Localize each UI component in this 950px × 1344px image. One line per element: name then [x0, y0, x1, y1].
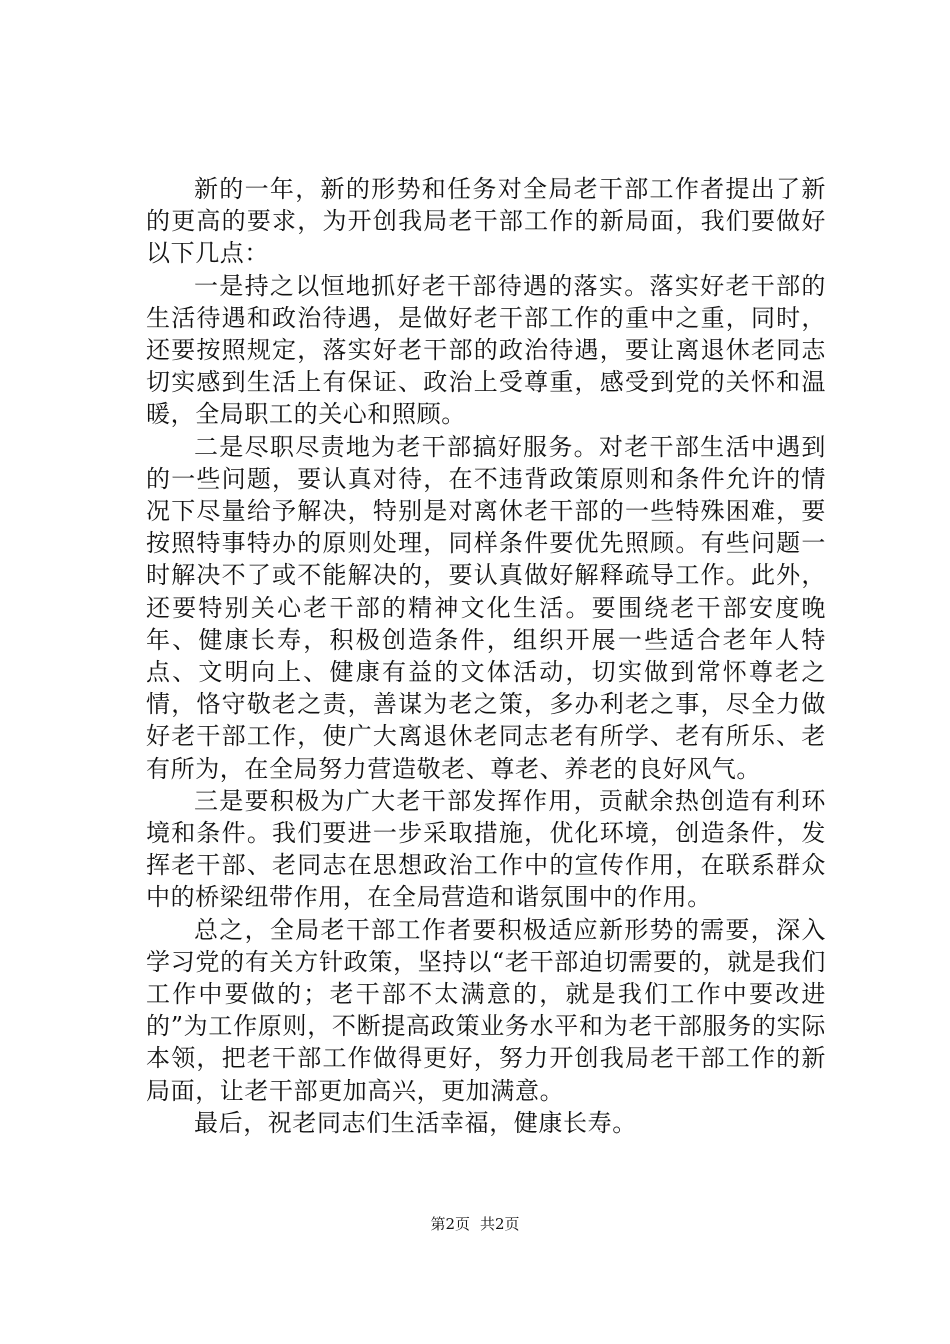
document-body [146, 173, 826, 1139]
paragraph-point-one: 一是持之以恒地抓好老干部待遇的落实。落实好老干部的生活待遇和政治待遇，是做好老干部工作的重中之重，同时，还要按照规定，落实好老干部的政治待遇，要让离退休老同志切实感到生活上有保证、政治上受尊重，感受到党的关怀和温暖，全局职工的关心和照顾。 [146, 271, 826, 429]
page-number-current: 第2页 [430, 1215, 470, 1233]
paragraph-point-three: 三是要积极为广大老干部发挥作用，贡献余热创造有利环境和条件。我们要进一步采取措施，优化环境，创造条件，发挥老干部、老同志在思想政治工作中的宣传作用，在联系群众中的桥梁纽带作用，在全局营造和谐氛围中的作用。 [146, 786, 826, 912]
paragraph-summary: 总之，全局老干部工作者要积极适应新形势的需要，深入学习党的有关方针政策，坚持以“老干部迫切需要的，就是我们工作中要做的；老干部不太满意的，就是我们工作中要改进的”为工作原则，不断提高政策业务水平和为老干部服务的实际本领，把老干部工作做得更好，努力开创我局老干部工作的新局面，让老干部更加高兴，更加满意。 [146, 915, 826, 1105]
paragraph-point-two: 二是尽职尽责地为老干部搞好服务。对老干部生活中遇到的一些问题，要认真对待，在不违背政策原则和条件允许的情况下尽量给予解决，特别是对离休老干部的一些特殊困难，要按照特事特办的原则处理，同样条件要优先照顾。有些问题一时解决不了或不能解决的，要认真做好解释疏导工作。此外，还要特别关心老干部的精神文化生活。要围绕老干部安度晚年、健康长寿，积极创造条件，组织开展一些适合老年人特点、文明向上、健康有益的文体活动，切实做到常怀尊老之情，恪守敬老之责，善谋为老之策，多办利老之事，尽全力做好老干部工作，使广大离退休老同志老有所学、老有所乐、老有所为，在全局努力营造敬老、尊老、养老的良好风气。 [146, 432, 826, 783]
paragraph-closing: 最后，祝老同志们生活幸福，健康长寿。 [194, 1108, 637, 1137]
page-number-total: 共2页 [480, 1215, 520, 1233]
paragraph-intro: 新的一年，新的形势和任务对全局老干部工作者提出了新的更高的要求，为开创我局老干部工作的新局面，我们要做好以下几点： [146, 175, 826, 268]
page-footer [0, 1214, 950, 1234]
